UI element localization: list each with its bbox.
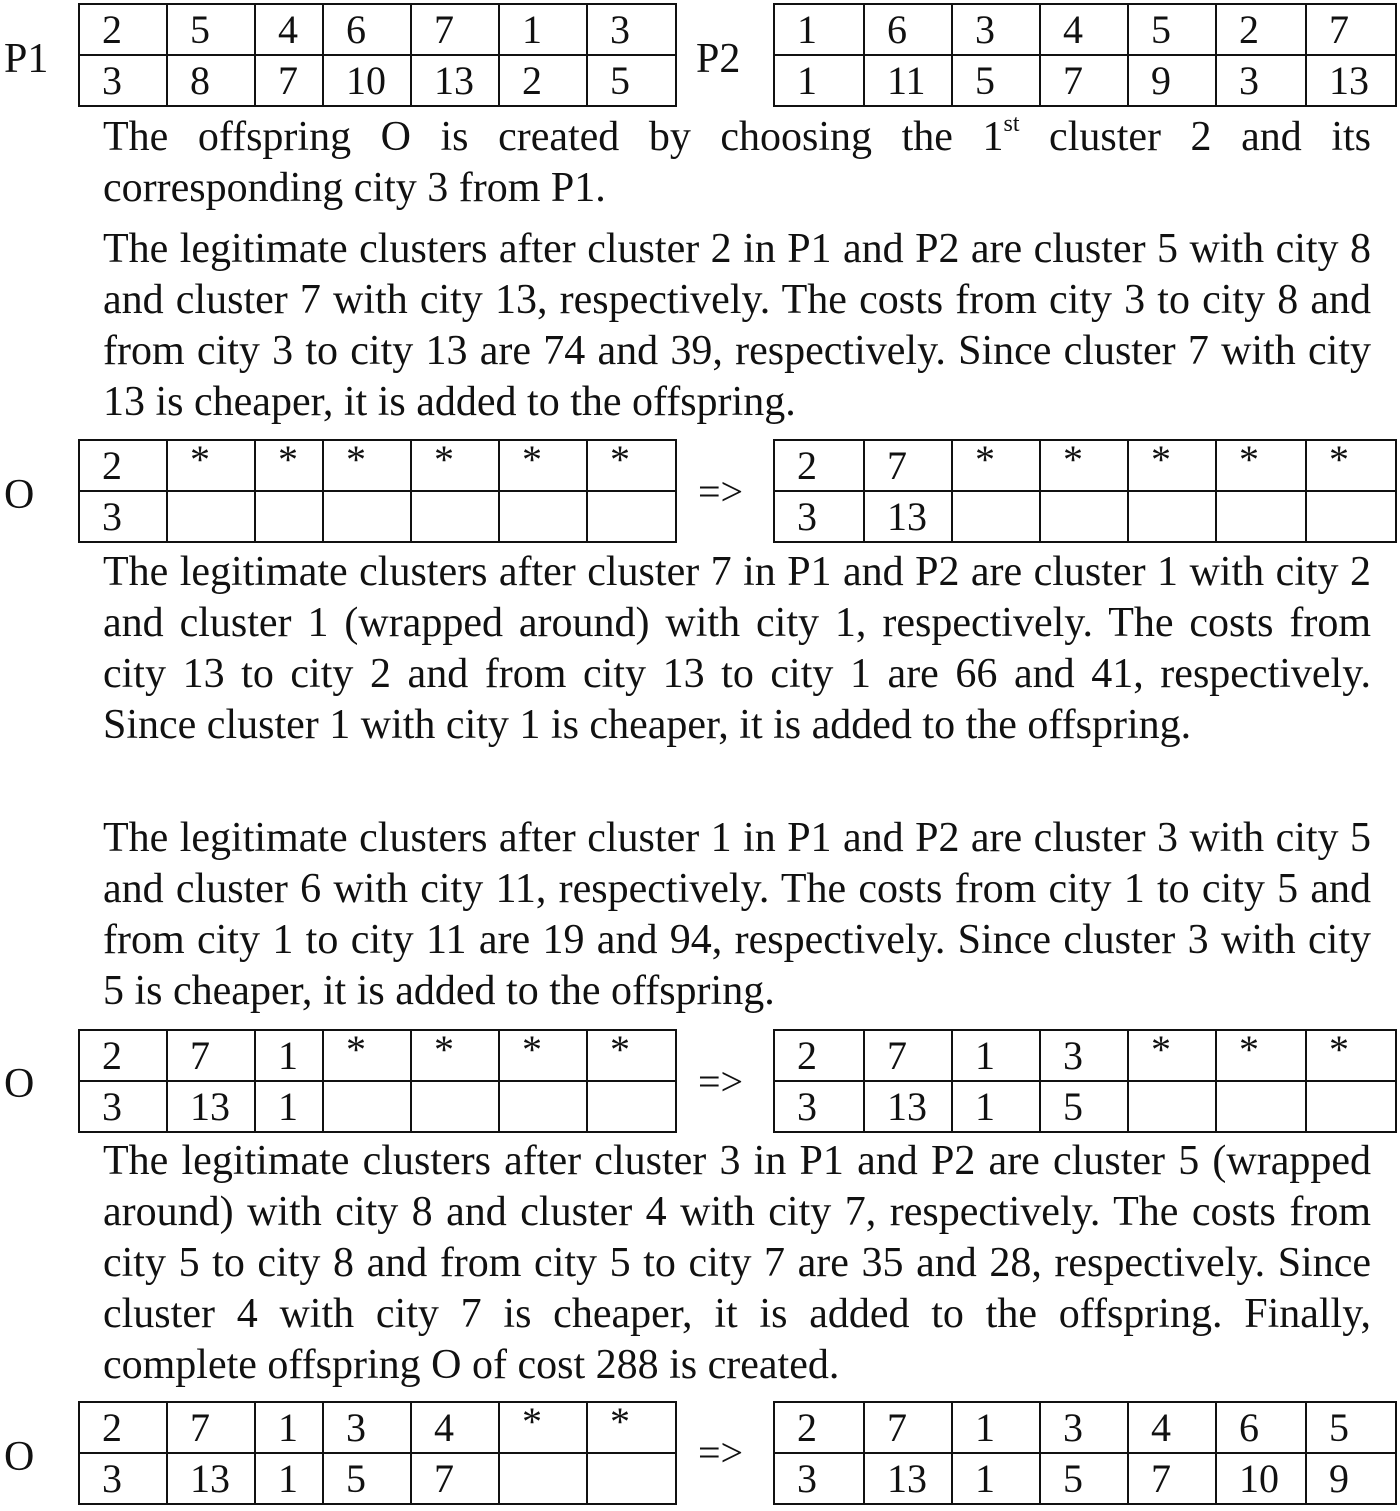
city-cell: 7: [1128, 1453, 1216, 1504]
city-row: [774, 1081, 1396, 1132]
cluster-row: [774, 4, 1396, 55]
city-cell: [1216, 491, 1306, 542]
step2-paragraph: The legitimate clusters after cluster 7 in P1 and P2 are cluster 1 with city 2 and cluster 1 (wrapped around) with city 1, respectively. The costs from city 13 to city 2 and from city 13 to city 1 are 66 and 41, respectively. Since cluster 1 with city 1 is cheaper, it is added to the offspring.: [103, 549, 1371, 748]
city-cell: 1: [952, 1453, 1040, 1504]
offspring-step3-after: [773, 1401, 1397, 1505]
cluster-cell: 6: [864, 4, 952, 55]
offspring-step2-before: [78, 1029, 677, 1133]
city-cell: [1128, 491, 1216, 542]
city-cell: 3: [1216, 55, 1306, 106]
intro-text-b: cluster 2 and its corresponding city 3 from P1.: [103, 114, 1371, 211]
city-cell: 5: [587, 55, 676, 106]
city-cell: [499, 1081, 587, 1132]
cluster-cell: 2: [774, 1030, 864, 1081]
cluster-cell: *: [499, 1030, 587, 1081]
step1-paragraph: The legitimate clusters after cluster 2 in P1 and P2 are cluster 5 with city 8 and cluster 7 with city 13, respectively. The costs from city 3 to city 8 and from city 3 to city 13 are 74 and 39, respectively. Since cluster 7 with city 13 is cheaper, it is added to the offspring.: [103, 226, 1371, 425]
cluster-cell: 3: [1040, 1402, 1128, 1453]
city-cell: [323, 491, 411, 542]
city-cell: [587, 1081, 676, 1132]
city-cell: 10: [323, 55, 411, 106]
city-cell: 13: [864, 491, 952, 542]
cluster-cell: 2: [79, 440, 167, 491]
cluster-row: [79, 1030, 676, 1081]
city-cell: 3: [774, 1081, 864, 1132]
offspring-step1-before: [78, 439, 677, 543]
city-row: [774, 491, 1396, 542]
cluster-cell: *: [323, 440, 411, 491]
cluster-cell: 3: [952, 4, 1040, 55]
cluster-cell: 4: [255, 4, 323, 55]
city-cell: 8: [167, 55, 255, 106]
cluster-cell: 7: [167, 1030, 255, 1081]
cluster-cell: 2: [774, 440, 864, 491]
cluster-cell: 7: [864, 440, 952, 491]
cluster-cell: 3: [587, 4, 676, 55]
cluster-cell: 1: [952, 1030, 1040, 1081]
cluster-cell: 2: [79, 1402, 167, 1453]
city-cell: 7: [255, 55, 323, 106]
cluster-cell: *: [499, 1402, 587, 1453]
city-cell: 5: [1040, 1453, 1128, 1504]
parent1-label: P1: [4, 36, 49, 82]
city-cell: 3: [774, 1453, 864, 1504]
city-cell: 2: [499, 55, 587, 106]
arrow-3: =>: [698, 1430, 744, 1475]
city-cell: 9: [1306, 1453, 1396, 1504]
city-cell: 10: [1216, 1453, 1306, 1504]
cluster-cell: 6: [323, 4, 411, 55]
cluster-cell: 5: [1128, 4, 1216, 55]
cluster-cell: *: [411, 440, 499, 491]
cluster-cell: *: [1128, 440, 1216, 491]
step3-paragraph: The legitimate clusters after cluster 1 in P1 and P2 are cluster 3 with city 5 and cluster 6 with city 11, respectively. The costs from city 1 to city 5 and from city 1 to city 11 are 19 and 94, respectively. Since cluster 3 with city 5 is cheaper, it is added to the offspring.: [103, 815, 1371, 1014]
cluster-cell: 1: [255, 1402, 323, 1453]
cluster-row: [79, 1402, 676, 1453]
cluster-cell: 4: [1040, 4, 1128, 55]
cluster-cell: 7: [864, 1402, 952, 1453]
city-cell: 13: [411, 55, 499, 106]
intro-paragraph: [103, 112, 1371, 214]
cluster-cell: *: [255, 440, 323, 491]
city-cell: [1216, 1081, 1306, 1132]
offspring-label-3: O: [4, 1434, 35, 1480]
cluster-cell: 1: [774, 4, 864, 55]
city-cell: [323, 1081, 411, 1132]
cluster-cell: 7: [411, 4, 499, 55]
city-cell: 7: [1040, 55, 1128, 106]
cluster-cell: 7: [167, 1402, 255, 1453]
cluster-cell: 5: [1306, 1402, 1396, 1453]
city-cell: 3: [774, 491, 864, 542]
cluster-cell: *: [587, 1030, 676, 1081]
cluster-cell: 1: [255, 1030, 323, 1081]
cluster-cell: *: [499, 440, 587, 491]
city-cell: [411, 491, 499, 542]
city-row: [79, 491, 676, 542]
city-cell: [255, 491, 323, 542]
cluster-cell: 5: [167, 4, 255, 55]
cluster-cell: *: [323, 1030, 411, 1081]
cluster-cell: *: [1040, 440, 1128, 491]
parent2-label: P2: [696, 36, 741, 82]
city-cell: [587, 491, 676, 542]
city-cell: 13: [167, 1453, 255, 1504]
city-row: [79, 1453, 676, 1504]
arrow-1: =>: [698, 469, 744, 514]
parent1-table: [78, 3, 677, 107]
city-cell: [1040, 491, 1128, 542]
cluster-cell: *: [587, 1402, 676, 1453]
cluster-row: [79, 4, 676, 55]
city-row: [79, 55, 676, 106]
city-cell: 3: [79, 491, 167, 542]
offspring-step3-before: [78, 1401, 677, 1505]
step4-paragraph: The legitimate clusters after cluster 3 in P1 and P2 are cluster 5 (wrapped around) with city 8 and cluster 4 with city 7, respectively. The costs from city 5 to city 8 and from city 5 to city 7 are 35 and 28, respectively. Since cluster 4 with city 7 is cheaper, it is added to the offspring. Finally, complete offspring O of cost 288 is created.: [103, 1138, 1371, 1388]
cluster-cell: 2: [1216, 4, 1306, 55]
cluster-cell: 2: [774, 1402, 864, 1453]
city-cell: [499, 1453, 587, 1504]
city-cell: 13: [167, 1081, 255, 1132]
cluster-cell: 1: [499, 4, 587, 55]
cluster-cell: *: [1306, 1030, 1396, 1081]
city-cell: 1: [774, 55, 864, 106]
city-cell: [167, 491, 255, 542]
city-cell: 11: [864, 55, 952, 106]
city-cell: 13: [1306, 55, 1396, 106]
cluster-cell: 2: [79, 1030, 167, 1081]
parent2-table: [773, 3, 1397, 107]
cluster-cell: 4: [1128, 1402, 1216, 1453]
city-cell: 3: [79, 55, 167, 106]
cluster-row: [774, 1402, 1396, 1453]
cluster-cell: *: [411, 1030, 499, 1081]
cluster-row: [79, 440, 676, 491]
arrow-2: =>: [698, 1059, 744, 1104]
cluster-cell: 3: [1040, 1030, 1128, 1081]
cluster-cell: *: [1216, 440, 1306, 491]
cluster-cell: *: [587, 440, 676, 491]
cluster-cell: 3: [323, 1402, 411, 1453]
city-row: [774, 55, 1396, 106]
city-cell: 1: [255, 1453, 323, 1504]
city-cell: [1306, 1081, 1396, 1132]
city-cell: 5: [323, 1453, 411, 1504]
cluster-cell: 4: [411, 1402, 499, 1453]
cluster-cell: 7: [864, 1030, 952, 1081]
intro-text-a: The offspring O is created by choosing the 1: [103, 114, 1004, 160]
cluster-row: [774, 440, 1396, 491]
cluster-row: [774, 1030, 1396, 1081]
city-cell: [587, 1453, 676, 1504]
cluster-cell: *: [1216, 1030, 1306, 1081]
city-cell: 5: [1040, 1081, 1128, 1132]
city-row: [774, 1453, 1396, 1504]
cluster-cell: 1: [952, 1402, 1040, 1453]
cluster-cell: *: [1306, 440, 1396, 491]
offspring-step2-after: [773, 1029, 1397, 1133]
city-cell: 5: [952, 55, 1040, 106]
city-cell: [411, 1081, 499, 1132]
intro-text-sup: st: [1003, 111, 1020, 137]
city-cell: 7: [411, 1453, 499, 1504]
offspring-step1-after: [773, 439, 1397, 543]
city-cell: 1: [255, 1081, 323, 1132]
city-cell: 3: [79, 1081, 167, 1132]
city-cell: [1128, 1081, 1216, 1132]
city-cell: 3: [79, 1453, 167, 1504]
city-cell: [952, 491, 1040, 542]
cluster-cell: *: [167, 440, 255, 491]
city-cell: [1306, 491, 1396, 542]
cluster-cell: *: [952, 440, 1040, 491]
offspring-label-2: O: [4, 1061, 35, 1107]
cluster-cell: 7: [1306, 4, 1396, 55]
cluster-cell: 6: [1216, 1402, 1306, 1453]
city-cell: [499, 491, 587, 542]
city-cell: 13: [864, 1081, 952, 1132]
city-cell: 13: [864, 1453, 952, 1504]
city-cell: 9: [1128, 55, 1216, 106]
city-cell: 1: [952, 1081, 1040, 1132]
cluster-cell: 2: [79, 4, 167, 55]
offspring-label-1: O: [4, 472, 35, 518]
city-row: [79, 1081, 676, 1132]
cluster-cell: *: [1128, 1030, 1216, 1081]
